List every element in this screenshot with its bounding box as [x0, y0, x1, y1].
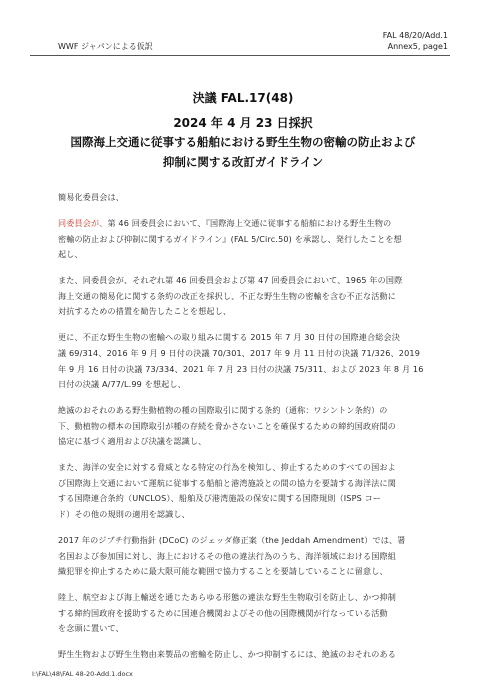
document-title-line-1: 国際海上交通に従事する船舶における野生生物の密輸の防止および [70, 135, 416, 149]
header-divider [30, 55, 450, 56]
document-reference [383, 30, 448, 52]
document-body [58, 190, 450, 663]
paragraph-cites: 絶滅のおそれのある野生動植物の種の国際取引に関する条約（通称：ワシントン条約）の 下、動植物の標本の国際取引が種の存続を脅かさないことを確保するための締約国政府間の 協定に基づく適用および決議を認識し、 [58, 405, 396, 447]
resolution-number: 決議 FAL.17(48) [192, 91, 294, 105]
paragraph-unclos-isps: また、海洋の安全に対する脅威となる特定の行為を検知し、抑止するためのすべての国およ び国際海上交通において運航に従事する船舶と港湾施設との間の協力を要請する海洋法に関 する国際連合条約（UNCLOS）、船舶及び港湾施設の保安に関する国際規則（ISPS コー ド）その他の規則の適用を認識し、 [58, 462, 396, 520]
paragraph-international-agencies: 陸上、航空および海上輸送を通じたあらゆる形態の違法な野生生物取引を防止し、かつ抑制 する締約国政府を援助するために国連合機関およびその他の国際機関が行なっている活動 を念頭に置いて、 [58, 592, 396, 634]
document-number: FAL 48/20/Add.1 [382, 31, 448, 40]
annex-page-number: Annex5, page1 [387, 42, 448, 51]
translation-note: WWF ジャパンによる仮訳 [58, 42, 153, 51]
paragraph-text: 第 46 回委員会において、『国際海上交通に従事する船舶における野生生物の 密輸の防止および抑制に関するガイドライン』(FAL 5/Circ.50) を承認し、発行したことを想 起し、 [58, 217, 402, 260]
adoption-date: 2024 年 4 月 23 日採択 [173, 116, 313, 130]
paragraph-jeddah-amendment: 2017 年のジブチ行動指針 (DCoC) のジェッダ修正案（the Jeddah Amendment）では、署 名国および参加国に対し、海上におけるその他の違法行為のうち、海洋領域における国際組 織犯罪を抑止するために最大限可能な範囲で協力することを要請していることに留意し、 [58, 535, 406, 577]
paragraph-recalling-guidelines [58, 216, 450, 263]
document-title-line-2: 抑制に関する改訂ガイドライン [162, 155, 324, 169]
paragraph-committee: 簡易化委員会は、 [58, 192, 124, 202]
file-path-footer: I:\FAL\48\FAL 48-20-Add.1.docx [32, 670, 133, 678]
paragraph-un-resolutions: 更に、不正な野生生物の密輸への取り組みに関する 2015 年 7 月 30 日付の国際連合総会決 議 69/314、2016 年 9 月 9 日付の決議 70/301、2017 年 9 月 11 日付の決議 71/326、2019 年 9 月 16 日付の決議 73/334、2021 年 7 月 23 日付の決議 75/311、および 2023 年 8 月 16 日付の決議 A/77/L.99 を想起し、 [58, 332, 424, 390]
highlighted-text: 同委員会が、 [58, 217, 108, 228]
paragraph-wildlife-trafficking: 野生生物および野生生物由来製品の密輸を防止し、かつ抑制するには、絶滅のおそれのある [58, 649, 396, 660]
paragraph-recalling-amendments: また、同委員会が、それぞれ第 46 回委員会および第 47 回委員会において、1965 年の国際 海上交通の簡易化に関する条約の改正を採択し、不正な野生生物の密輸を含む不正な活動に 対抗するための措置を勧告したことを想起し、 [58, 275, 403, 317]
